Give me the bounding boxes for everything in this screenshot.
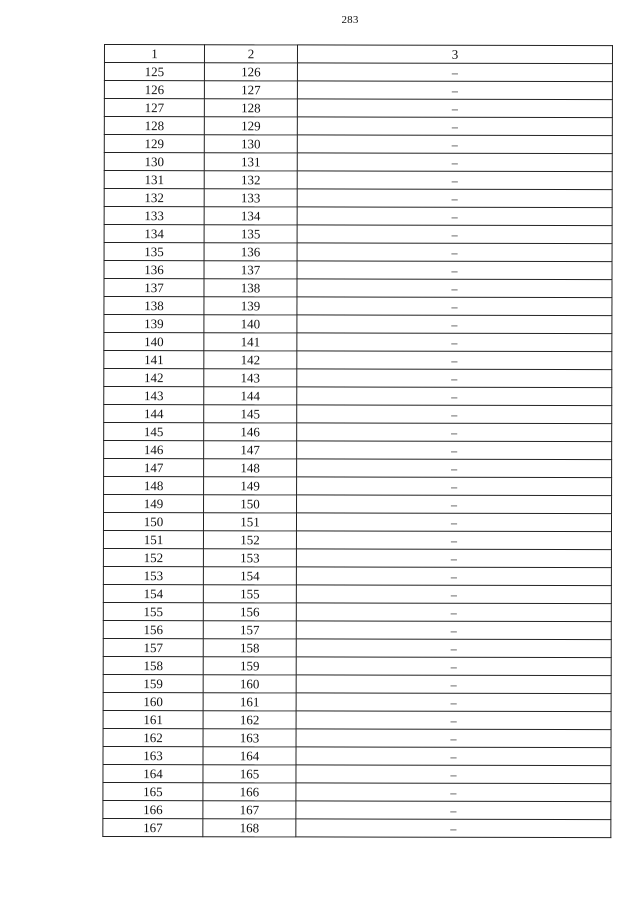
table-row <box>103 620 611 639</box>
table-cell-col-3: – <box>297 279 612 298</box>
table-cell-col-2: 136 <box>204 243 297 261</box>
table-row <box>103 800 611 819</box>
table-cell-col-3: – <box>297 495 612 514</box>
table-cell-col-3: – <box>297 63 612 82</box>
table-cell-col-3: – <box>296 783 611 802</box>
table-cell-col-1: 136 <box>104 261 204 279</box>
table-cell-col-2: 164 <box>203 747 296 765</box>
table-cell-col-1: 165 <box>103 782 203 800</box>
table-cell-col-2: 130 <box>204 135 297 153</box>
table-cell-col-3: – <box>297 387 612 406</box>
table-row <box>104 207 612 226</box>
table-row <box>103 548 611 567</box>
table-cell-col-3: – <box>296 711 611 730</box>
table-row <box>104 81 612 100</box>
table-cell-col-1: 143 <box>104 387 204 405</box>
table-row <box>104 405 612 424</box>
table-row <box>104 225 612 244</box>
table-cell-col-2: 127 <box>204 81 297 99</box>
table-cell-col-2: 132 <box>204 171 297 189</box>
table-cell-col-3: – <box>297 243 612 262</box>
table-cell-col-2: 131 <box>204 153 297 171</box>
table-row <box>104 315 612 334</box>
table-cell-col-3: – <box>297 315 612 334</box>
table-cell-col-2: 134 <box>204 207 297 225</box>
table-cell-col-1: 134 <box>104 225 204 243</box>
table-cell-col-2: 126 <box>204 63 297 81</box>
table-cell-col-2: 156 <box>203 603 296 621</box>
page-number: 283 <box>341 14 359 26</box>
table-cell-col-2: 137 <box>204 261 297 279</box>
table-cell-col-1: 162 <box>103 728 203 746</box>
table-cell-col-1: 142 <box>104 369 204 387</box>
table-cell-col-2: 133 <box>204 189 297 207</box>
table-cell-col-2: 151 <box>203 513 296 531</box>
table-cell-col-1: 152 <box>103 548 203 566</box>
table-row <box>103 584 611 603</box>
table-row <box>104 279 612 298</box>
table-cell-col-3: – <box>297 297 612 316</box>
table-cell-col-1: 153 <box>103 566 203 584</box>
table-cell-col-1: 147 <box>104 459 204 477</box>
table-cell-col-1: 148 <box>104 477 204 495</box>
table-cell-col-1: 156 <box>103 620 203 638</box>
table-cell-col-3: – <box>297 153 612 172</box>
table-cell-col-1: 127 <box>104 99 204 117</box>
table-row <box>103 764 611 783</box>
table-cell-col-1: 160 <box>103 692 203 710</box>
table-cell-col-3: – <box>297 189 612 208</box>
table-cell-col-1: 164 <box>103 764 203 782</box>
table-cell-col-2: 163 <box>203 729 296 747</box>
table-row <box>104 171 612 190</box>
table-cell-col-1: 157 <box>103 638 203 656</box>
table-cell-col-2: 159 <box>203 657 296 675</box>
table-cell-col-2: 129 <box>204 117 297 135</box>
table-cell-col-1: 146 <box>104 441 204 459</box>
table-cell-col-2: 166 <box>203 783 296 801</box>
table-cell-col-1: 159 <box>103 674 203 692</box>
table-row <box>104 243 612 262</box>
table-row <box>104 351 612 370</box>
table-cell-col-1: 158 <box>103 656 203 674</box>
table-cell-col-1: 155 <box>103 602 203 620</box>
table-cell-col-2: 155 <box>203 585 296 603</box>
table-cell-col-3: – <box>296 693 611 712</box>
table-cell-col-3: – <box>297 333 612 352</box>
table-row <box>104 153 612 172</box>
table-cell-col-3: – <box>296 621 611 640</box>
table-cell-col-1: 131 <box>104 171 204 189</box>
table-row <box>104 369 612 388</box>
table-cell-col-3: – <box>297 135 612 154</box>
table-cell-col-3: – <box>297 207 612 226</box>
table-cell-col-1: 138 <box>104 297 204 315</box>
table-row <box>103 638 611 657</box>
table-cell-col-2: 149 <box>204 477 297 495</box>
table-row <box>104 189 612 208</box>
table-cell-col-3: – <box>297 171 612 190</box>
table-row <box>104 477 612 496</box>
column-header-1: 1 <box>104 45 204 63</box>
table-cell-col-1: 129 <box>104 135 204 153</box>
table-cell-col-3: – <box>297 369 612 388</box>
table-cell-col-1: 135 <box>104 243 204 261</box>
data-table <box>102 44 613 838</box>
table-cell-col-1: 161 <box>103 710 203 728</box>
table-cell-col-1: 151 <box>103 531 203 549</box>
table-row <box>104 333 612 352</box>
table-cell-col-2: 158 <box>203 639 296 657</box>
table-cell-col-3: – <box>297 459 612 478</box>
table-row <box>103 728 611 747</box>
table-row <box>103 531 611 550</box>
table-cell-col-2: 168 <box>203 819 296 837</box>
table-cell-col-2: 154 <box>203 567 296 585</box>
table-cell-col-2: 165 <box>203 765 296 783</box>
table-row <box>103 674 611 693</box>
table-cell-col-3: – <box>296 675 611 694</box>
table-cell-col-3: – <box>296 603 611 622</box>
table-row <box>104 135 612 154</box>
table-row <box>104 459 612 478</box>
table-cell-col-3: – <box>296 765 611 784</box>
table-row <box>104 63 612 82</box>
table-cell-col-1: 137 <box>104 279 204 297</box>
table-cell-col-3: – <box>297 81 612 100</box>
table-cell-col-1: 145 <box>104 423 204 441</box>
table-row <box>103 818 611 837</box>
table-row <box>103 746 611 765</box>
table-cell-col-1: 167 <box>103 818 203 836</box>
table-cell-col-3: – <box>297 225 612 244</box>
table-row <box>103 710 611 729</box>
table-cell-col-2: 143 <box>204 369 297 387</box>
table-cell-col-2: 142 <box>204 351 297 369</box>
table-cell-col-2: 160 <box>203 675 296 693</box>
table-cell-col-1: 149 <box>104 495 204 513</box>
table-cell-col-3: – <box>296 819 611 838</box>
table-cell-col-2: 141 <box>204 333 297 351</box>
table-cell-col-2: 128 <box>204 99 297 117</box>
table-cell-col-1: 150 <box>103 513 203 531</box>
table-cell-col-3: – <box>296 747 611 766</box>
table-row <box>104 297 612 316</box>
table-row <box>104 495 612 514</box>
table-cell-col-1: 130 <box>104 153 204 171</box>
table-cell-col-3: – <box>297 405 612 424</box>
table-cell-col-2: 138 <box>204 279 297 297</box>
table-cell-col-2: 147 <box>204 441 297 459</box>
table-cell-col-1: 166 <box>103 800 203 818</box>
table-cell-col-2: 146 <box>204 423 297 441</box>
table-cell-col-3: – <box>296 657 611 676</box>
table-cell-col-3: – <box>296 585 611 604</box>
table-cell-col-1: 140 <box>104 333 204 351</box>
table-cell-col-1: 128 <box>104 117 204 135</box>
table-row <box>104 261 612 280</box>
table-cell-col-3: – <box>296 801 611 820</box>
table-cell-col-2: 139 <box>204 297 297 315</box>
table-cell-col-3: – <box>297 99 612 118</box>
table-row <box>104 441 612 460</box>
table-row <box>104 117 612 136</box>
table-cell-col-3: – <box>296 567 611 586</box>
table-header-row <box>104 45 612 64</box>
table-cell-col-3: – <box>296 549 611 568</box>
table-cell-col-3: – <box>297 117 612 136</box>
table-row <box>103 513 611 532</box>
table-cell-col-2: 135 <box>204 225 297 243</box>
table-cell-col-2: 140 <box>204 315 297 333</box>
table-cell-col-1: 144 <box>104 405 204 423</box>
table-cell-col-3: – <box>296 729 611 748</box>
table-cell-col-2: 157 <box>203 621 296 639</box>
table-cell-col-3: – <box>297 261 612 280</box>
table-cell-col-1: 125 <box>104 63 204 81</box>
table-cell-col-2: 162 <box>203 711 296 729</box>
table-cell-col-2: 161 <box>203 693 296 711</box>
table-row <box>103 692 611 711</box>
table-cell-col-1: 133 <box>104 207 204 225</box>
table-cell-col-3: – <box>297 423 612 442</box>
table-cell-col-3: – <box>297 441 612 460</box>
table-body <box>103 63 613 838</box>
table-row <box>103 656 611 675</box>
table-cell-col-1: 132 <box>104 189 204 207</box>
table-row <box>103 566 611 585</box>
table-row <box>104 387 612 406</box>
table-cell-col-3: – <box>296 531 611 550</box>
table-row <box>103 602 611 621</box>
table-cell-col-1: 141 <box>104 351 204 369</box>
table-cell-col-1: 154 <box>103 584 203 602</box>
table-cell-col-2: 145 <box>204 405 297 423</box>
column-header-3: 3 <box>297 45 612 64</box>
table-cell-col-3: – <box>297 477 612 496</box>
table-cell-col-3: – <box>296 639 611 658</box>
table-cell-col-2: 148 <box>204 459 297 477</box>
table-cell-col-2: 152 <box>203 531 296 549</box>
table-cell-col-1: 163 <box>103 746 203 764</box>
table-row <box>103 782 611 801</box>
table-cell-col-2: 144 <box>204 387 297 405</box>
table-row <box>104 423 612 442</box>
table-cell-col-3: – <box>297 351 612 370</box>
table-cell-col-2: 167 <box>203 801 296 819</box>
table-cell-col-3: – <box>296 513 611 532</box>
table-cell-col-2: 153 <box>203 549 296 567</box>
table-cell-col-1: 126 <box>104 81 204 99</box>
table-cell-col-2: 150 <box>204 495 297 513</box>
table-row <box>104 99 612 118</box>
column-header-2: 2 <box>204 45 297 63</box>
table-cell-col-1: 139 <box>104 315 204 333</box>
